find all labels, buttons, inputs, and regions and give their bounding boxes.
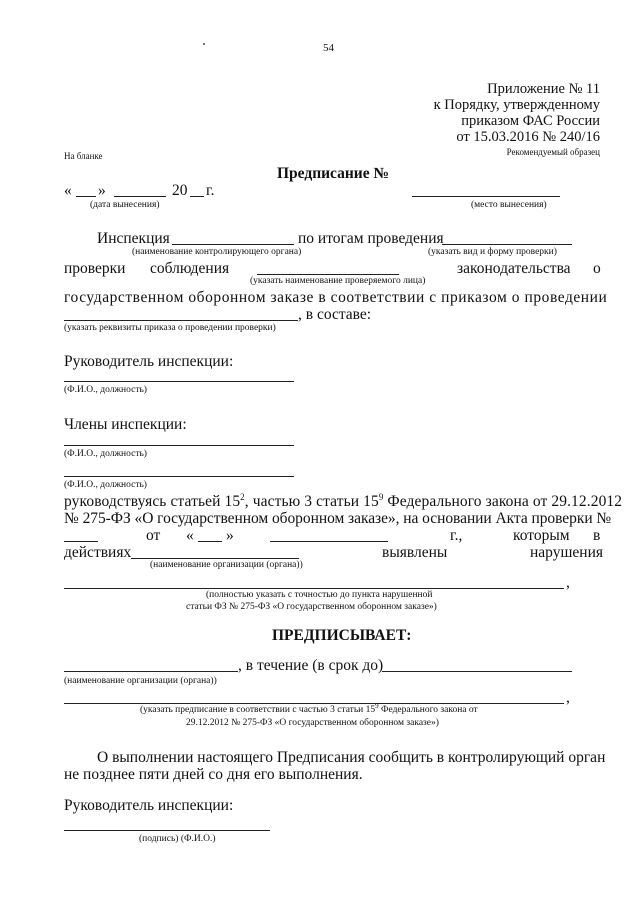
order-details-blank — [64, 320, 298, 321]
guided-sup-2: 9 — [378, 491, 384, 502]
compliance-word: соблюдения — [150, 260, 230, 277]
date-quote-open: « — [64, 182, 72, 199]
violation-details-blank — [64, 588, 564, 589]
blank-label: На бланке — [64, 151, 103, 161]
violation-details-comma: , — [566, 574, 570, 591]
date-year-blank — [190, 196, 204, 197]
composition-text: , в составе: — [298, 306, 372, 323]
check-type-blank — [442, 244, 572, 245]
report-line-2: не позднее пяти дней со дня его выполнения. — [64, 766, 363, 783]
guided-sup-1: 2 — [240, 491, 245, 502]
actions-word: действиях — [64, 544, 132, 561]
appendix-line-3: приказом ФАС России — [461, 113, 600, 129]
checked-entity-blank — [257, 274, 399, 275]
member-1-fio-caption: (Ф.И.О., должность) — [64, 449, 147, 459]
recommended-sample: Рекомендуемый образец — [506, 147, 600, 157]
date-caption: (дата вынесения) — [90, 200, 160, 210]
prescribes-heading: ПРЕДПИСЫВАЕТ: — [272, 627, 412, 644]
member-2-fio-blank — [64, 476, 294, 477]
controlling-body-caption: (наименование контролирующего органа) — [132, 247, 302, 257]
head-of-inspection-label: Руководитель инспекции: — [64, 353, 234, 370]
report-line-1: О выполнении настоящего Предписания сообщить в контролирующий орган — [97, 749, 606, 766]
date-year: 20 — [172, 182, 188, 199]
violations-word: нарушения — [530, 544, 604, 561]
check-type-caption: (указать вид и форму проверки) — [428, 247, 557, 257]
within-text: , в течение (в срок до) — [238, 657, 384, 674]
prescription-caption-sup: 9 — [375, 702, 379, 710]
checked-entity-caption: (указать наименование проверяемого лица) — [250, 276, 426, 286]
date-quote-close: » — [98, 182, 106, 199]
act-number-blank — [64, 541, 98, 542]
which-word: которым — [513, 527, 570, 544]
legislation-word: законодательства — [457, 260, 571, 277]
act-day-blank — [198, 541, 222, 542]
appendix-line-4: от 15.03.2016 № 240/16 — [456, 129, 600, 145]
document-title: Предписание № — [277, 165, 390, 182]
by-results-text: по итогам проведения — [298, 230, 444, 247]
place-blank — [412, 196, 560, 197]
date-day-blank — [76, 196, 96, 197]
date-month-blank — [114, 196, 166, 197]
controlling-body-blank — [172, 244, 294, 245]
found-word: выявлены — [382, 544, 448, 561]
prescription-details-comma: , — [566, 689, 570, 706]
members-label: Члены инспекции: — [64, 416, 187, 433]
act-year-suffix: г., — [450, 527, 463, 544]
page-number: 54 — [323, 42, 334, 54]
guided-line-2: № 275-ФЗ «О государственном оборонном заказе», на основании Акта проверки № — [64, 510, 612, 527]
deadline-blank — [382, 671, 572, 672]
prescription-caption-1b: Федерального закона от — [378, 705, 478, 716]
order-details-caption: (указать реквизиты приказа о проведении проверки) — [64, 323, 276, 333]
appendix-line-2: к Порядку, утвержденному — [433, 97, 600, 113]
appendix-line-1: Приложение № 11 — [487, 81, 600, 97]
violator-org-caption: (наименование организации (органа)) — [150, 560, 303, 570]
scan-speck — [203, 43, 205, 45]
prescribed-org-caption: (наименование организации (органа)) — [64, 676, 217, 686]
inspection-line-3: государственном оборонном заказе в соответствии с приказом о проведении — [64, 289, 608, 306]
head-fio-caption: (Ф.И.О., должность) — [64, 385, 147, 395]
act-quote-open: « — [186, 527, 194, 544]
guided-part-1: руководствуясь статьей 15 — [64, 493, 241, 510]
in-word: в — [593, 527, 601, 544]
member-2-fio-caption: (Ф.И.О., должность) — [64, 480, 147, 490]
inspection-word: Инспекция — [97, 230, 170, 247]
prescribed-org-blank — [64, 671, 238, 672]
place-caption: (место вынесения) — [471, 200, 547, 210]
act-quote-close: » — [226, 527, 234, 544]
prescription-caption-2: 29.12.2012 № 275-ФЗ «О государственном оборонном заказе») — [186, 718, 439, 728]
date-year-suffix: г. — [206, 182, 215, 199]
guided-part-3: Федерального закона от 29.12.2012 — [383, 493, 623, 510]
signature-blank — [64, 830, 270, 831]
violator-org-blank — [131, 558, 299, 559]
act-month-blank — [270, 541, 388, 542]
guided-part-2: , частью 3 статьи 15 — [244, 493, 379, 510]
head-of-inspection-label-final: Руководитель инспекции: — [64, 797, 234, 814]
member-1-fio-blank — [64, 445, 294, 446]
violation-caption-1: (полностью указать с точностью до пункта нарушенной — [206, 590, 433, 600]
violation-caption-2: статьи ФЗ № 275-ФЗ «О государственном оборонном заказе») — [186, 602, 437, 612]
head-fio-blank — [64, 381, 294, 382]
prescription-caption-1a: (указать предписание в соответствии с частью 3 статьи 15 — [140, 705, 376, 716]
guided-line-1 — [64, 491, 623, 510]
about-word: о — [593, 260, 601, 277]
prescription-caption-1 — [140, 702, 478, 716]
act-from: от — [146, 527, 161, 544]
checks-word: проверки — [64, 260, 126, 277]
prescription-details-blank — [64, 703, 564, 704]
signature-caption: (подпись) (Ф.И.О.) — [139, 834, 216, 844]
